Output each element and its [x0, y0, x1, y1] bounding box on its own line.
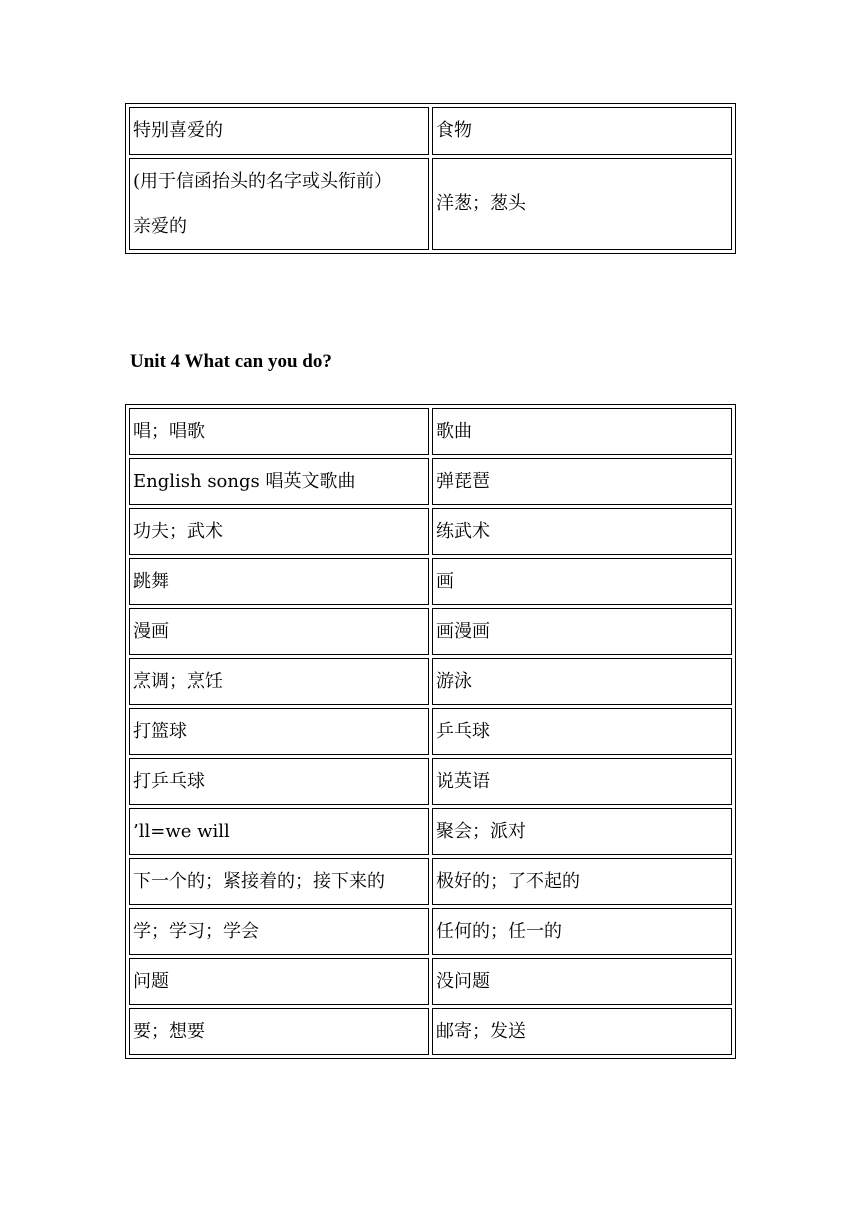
table-cell-left: 烹调；烹饪: [129, 658, 429, 705]
table-row: [129, 508, 732, 555]
unit-heading: Unit 4 What can you do?: [130, 351, 332, 372]
table-cell-right: 洋葱；葱头: [432, 158, 732, 250]
table-cell-left: 跳舞: [129, 558, 429, 605]
table-cell-left: 打篮球: [129, 708, 429, 755]
table-row: [129, 758, 732, 805]
table-cell-right: 歌曲: [432, 408, 732, 455]
table-cell-right: 弹琵琶: [432, 458, 732, 505]
table-row: [129, 608, 732, 655]
table-row: [129, 858, 732, 905]
table-cell-left: 要；想要: [129, 1008, 429, 1055]
table-cell-left: ’ll=we will: [129, 808, 429, 855]
table-cell-left: 学；学习；学会: [129, 908, 429, 955]
multi-line-cell-text: [133, 171, 428, 238]
table-row: [129, 908, 732, 955]
table-cell-right: 邮寄；发送: [432, 1008, 732, 1055]
table-row: [129, 158, 732, 250]
table-cell-left: 打乒乓球: [129, 758, 429, 805]
table-cell-right: 练武术: [432, 508, 732, 555]
table-cell-left: 问题: [129, 958, 429, 1005]
table-cell-right: 说英语: [432, 758, 732, 805]
cell-line: (用于信函抬头的名字或头衔前）: [133, 170, 393, 192]
table-row: [129, 658, 732, 705]
table-cell-left: [129, 158, 429, 250]
table-cell-right: 乒乓球: [432, 708, 732, 755]
vocab-table-body: [129, 408, 732, 1055]
table-cell-left: 漫画: [129, 608, 429, 655]
table-row: [129, 408, 732, 455]
cell-line: 亲爱的: [133, 215, 187, 237]
table-row: [129, 107, 732, 155]
table-cell-right: 游泳: [432, 658, 732, 705]
table-cell-right: 画: [432, 558, 732, 605]
table-cell-left: English songs 唱英文歌曲: [129, 458, 429, 505]
table-row: [129, 1008, 732, 1055]
vocab-table-1: [125, 103, 736, 254]
table-cell-left: 特别喜爱的: [129, 107, 429, 155]
table-row: [129, 708, 732, 755]
table-cell-right: 极好的；了不起的: [432, 858, 732, 905]
table-row: [129, 558, 732, 605]
table-cell-right: 聚会；派对: [432, 808, 732, 855]
vocab-table-2: [125, 404, 736, 1059]
table-cell-left: 下一个的；紧接着的；接下来的: [129, 858, 429, 905]
table-cell-right: 画漫画: [432, 608, 732, 655]
table-row: [129, 808, 732, 855]
table-cell-right: 没问题: [432, 958, 732, 1005]
table-row: [129, 458, 732, 505]
table-cell-right: 食物: [432, 107, 732, 155]
table-cell-right: 任何的；任一的: [432, 908, 732, 955]
table-cell-left: 唱；唱歌: [129, 408, 429, 455]
table-row: [129, 958, 732, 1005]
table-cell-left: 功夫；武术: [129, 508, 429, 555]
